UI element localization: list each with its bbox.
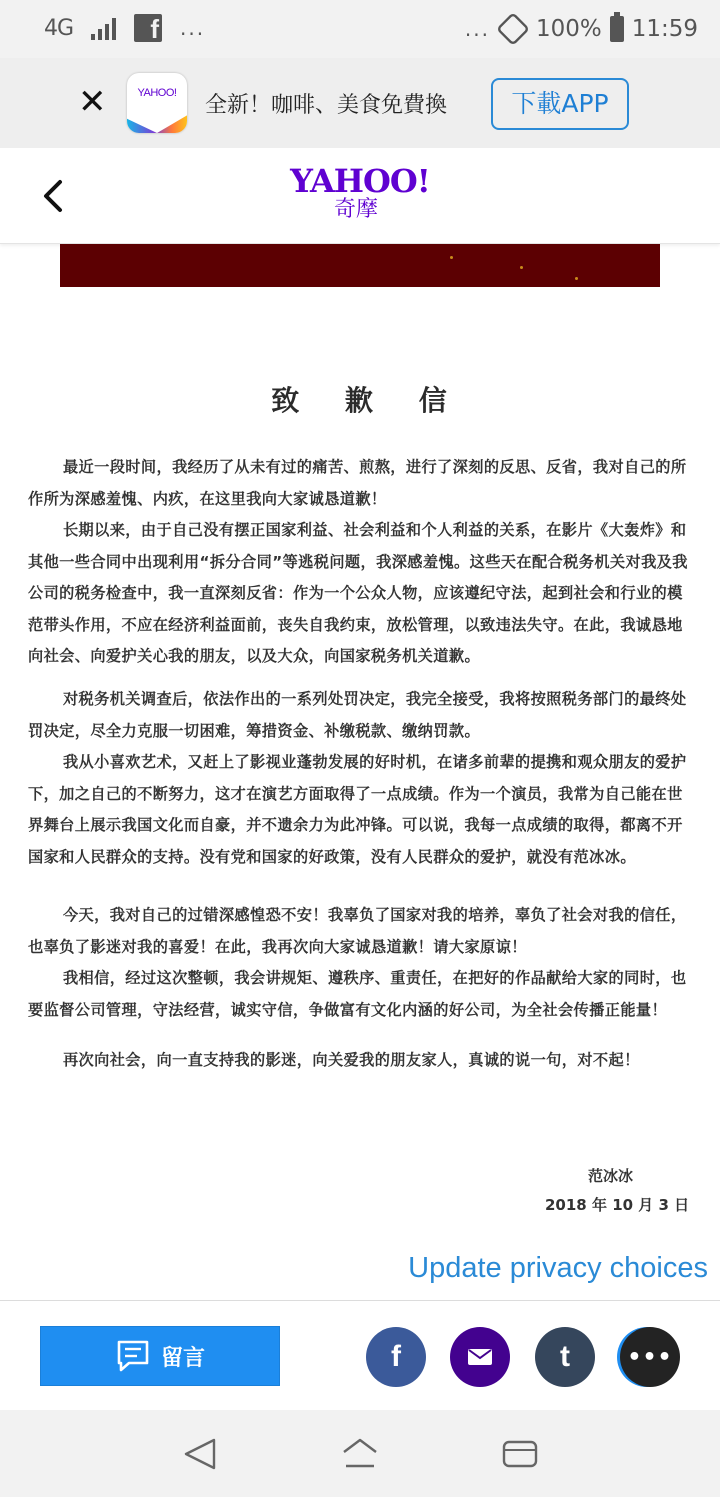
app-icon-stripe (127, 111, 187, 133)
letter-paragraph: 我从小喜欢艺术，又赶上了影视业蓬勃发展的好时机，在诸多前辈的提携和观众朋友的爱护下，加之自己的不断努力，这才在演艺方面取得了一点成绩。作为一个演员，我常为自己能在世界舞台上展示我国文化而自豪，并不遗余力为此冲锋。可以说，我每一点成绩的取得，都离不开国家和人民群众的支持。没有党和国家的好政策，没有人民群众的爱护，就没有范冰冰。 (28, 753, 687, 866)
apology-letter-image (0, 287, 720, 1247)
yahoo-logo[interactable] (280, 164, 440, 222)
article-image-strip (60, 244, 660, 287)
share-tumblr-button[interactable]: t (535, 1327, 595, 1387)
letter-date: 2018 年 10 月 3 日 (545, 1196, 690, 1214)
status-bar (0, 0, 720, 58)
more-status-icon: ... (464, 17, 490, 41)
app-promo-banner (0, 58, 720, 148)
download-app-button[interactable]: 下載APP (491, 78, 629, 130)
mail-icon (467, 1347, 493, 1367)
letter-signature: 范冰冰 (588, 1167, 634, 1185)
system-nav-bar (0, 1410, 720, 1497)
comment-label: 留言 (160, 1345, 205, 1371)
network-indicator: 4G (44, 15, 74, 41)
battery-percent: 100% (535, 16, 602, 42)
status-left (44, 14, 205, 42)
yahoo-app-icon (127, 73, 187, 133)
share-email-button[interactable] (450, 1327, 510, 1387)
comment-button[interactable] (40, 1326, 280, 1386)
letter-paragraph: 长期以来，由于自己没有摆正国家利益、社会利益和个人利益的关系，在影片《大轰炸》和其他一些合同中出现利用“拆分合同”等逃税问题，我深感羞愧。这些天在配合税务机关对我及我公司的税务检查中，我一直深刻反省：作为一个公众人物，应该遵纪守法，起到社会和行业的模范带头作用，不应在经济利益面前，丧失自我约束，放松管理，以致违法失守。在此，我诚恳地向社会、向爱护关心我的朋友，以及大众，向国家税务机关道歉。 (28, 521, 688, 665)
more-share-button[interactable]: ••• (620, 1327, 680, 1387)
share-facebook-button[interactable]: f (366, 1327, 426, 1387)
more-notifications-icon: ... (180, 16, 206, 40)
recents-nav-icon[interactable] (500, 1436, 540, 1472)
letter-paragraph: 我相信，经过这次整顿，我会讲规矩、遵秩序、重责任，在把好的作品献给大家的同时，也要监督公司管理，守法经营，诚实守信，争做富有文化内涵的好公司，为全社会传播正能量！ (28, 969, 687, 1019)
facebook-icon: f (134, 14, 162, 42)
clock: 11:59 (631, 16, 698, 42)
home-nav-icon[interactable] (340, 1436, 380, 1472)
yahoo-app-icon-text: YAHOO! (137, 87, 177, 99)
rotation-icon (496, 12, 530, 46)
action-bar (0, 1300, 720, 1410)
yahoo-logo-main: YAHOO! (290, 162, 430, 200)
letter-paragraph: 再次向社会，向一直支持我的影迷，向关爱我的朋友家人，真诚的说一句，对不起！ (62, 1051, 640, 1069)
close-icon[interactable]: ✕ (78, 82, 107, 122)
letter-paragraph: 对税务机关调查后，依法作出的一系列处罚决定，我完全接受，我将按照税务部门的最终处罚决定，尽全力克服一切困难，筹措资金、补缴税款、缴纳罚款。 (28, 690, 687, 740)
comment-icon (115, 1339, 151, 1373)
page-header (0, 148, 720, 244)
signal-icon (91, 16, 116, 40)
letter-paragraph: 最近一段时间，我经历了从未有过的痛苦、煎熬，进行了深刻的反思、反省，我对自己的所作所为深感羞愧、内疚，在这里我向大家诚恳道歉！ (28, 458, 687, 508)
letter-paragraph: 今天，我对自己的过错深感惶恐不安！我辜负了国家对我的培养，辜负了社会对我的信任，也辜负了影迷对我的喜爱！在此，我再次向大家诚恳道歉！请大家原谅！ (28, 906, 687, 956)
update-privacy-link[interactable]: Update privacy choices (408, 1252, 708, 1284)
status-right (465, 14, 698, 44)
letter-title: 致 歉 信 (271, 384, 465, 417)
battery-icon (610, 16, 624, 42)
yahoo-logo-sub: 奇摩 (333, 197, 378, 222)
promo-text: 全新！咖啡、美食免費換 (205, 93, 448, 118)
back-icon[interactable] (34, 174, 74, 218)
back-nav-icon[interactable] (180, 1436, 220, 1472)
